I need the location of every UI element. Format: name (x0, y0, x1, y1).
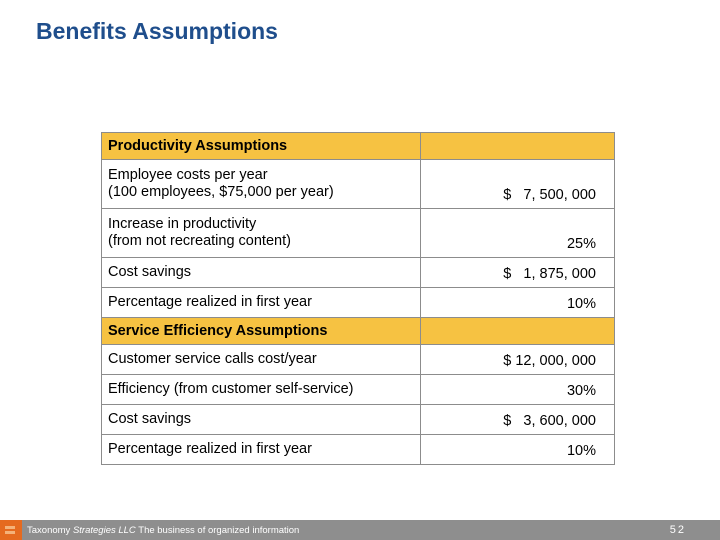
table-row (102, 405, 615, 435)
row-label: Percentage realized in first year (102, 288, 421, 318)
section-header-row (102, 133, 615, 160)
row-label-line1: Increase in productivity (108, 216, 257, 232)
section-header-row (102, 318, 615, 345)
table-row (102, 209, 615, 258)
footer-company-italic: Strategies LLC (72, 525, 136, 536)
company-logo-icon (0, 520, 22, 540)
table-row (102, 435, 615, 465)
row-label: Percentage realized in first year (102, 435, 421, 465)
assumptions-table (101, 132, 615, 465)
row-label: Cost savings (102, 258, 421, 288)
slide-title: Benefits Assumptions (36, 18, 278, 44)
row-label (102, 160, 421, 209)
row-value: $ 7, 500, 000 (421, 160, 615, 209)
row-label: Cost savings (102, 405, 421, 435)
table-row (102, 258, 615, 288)
header-empty-cell (421, 318, 615, 345)
row-value: $ 1, 875, 000 (421, 258, 615, 288)
table-row (102, 288, 615, 318)
row-label-line1: Employee costs per year (108, 167, 268, 183)
row-label-line2: (100 employees, $75,000 per year) (108, 184, 334, 200)
row-value: $ 12, 000, 000 (421, 345, 615, 375)
row-value: 10% (421, 435, 615, 465)
row-value: 25% (421, 209, 615, 258)
page-number: 52 (669, 524, 686, 536)
row-label: Efficiency (from customer self-service) (102, 375, 421, 405)
footer-company: Taxonomy (27, 525, 71, 536)
footer-bar (0, 520, 720, 540)
table-row (102, 375, 615, 405)
row-label (102, 209, 421, 258)
row-value: 30% (421, 375, 615, 405)
row-label: Customer service calls cost/year (102, 345, 421, 375)
productivity-header: Productivity Assumptions (102, 133, 421, 160)
row-label-line2: (from not recreating content) (108, 233, 291, 249)
table-row (102, 345, 615, 375)
header-empty-cell (421, 133, 615, 160)
row-value: 10% (421, 288, 615, 318)
row-value: $ 3, 600, 000 (421, 405, 615, 435)
service-header: Service Efficiency Assumptions (102, 318, 421, 345)
footer-tagline (27, 525, 299, 536)
table-row (102, 160, 615, 209)
footer-tagline-text: The business of organized information (138, 525, 300, 536)
